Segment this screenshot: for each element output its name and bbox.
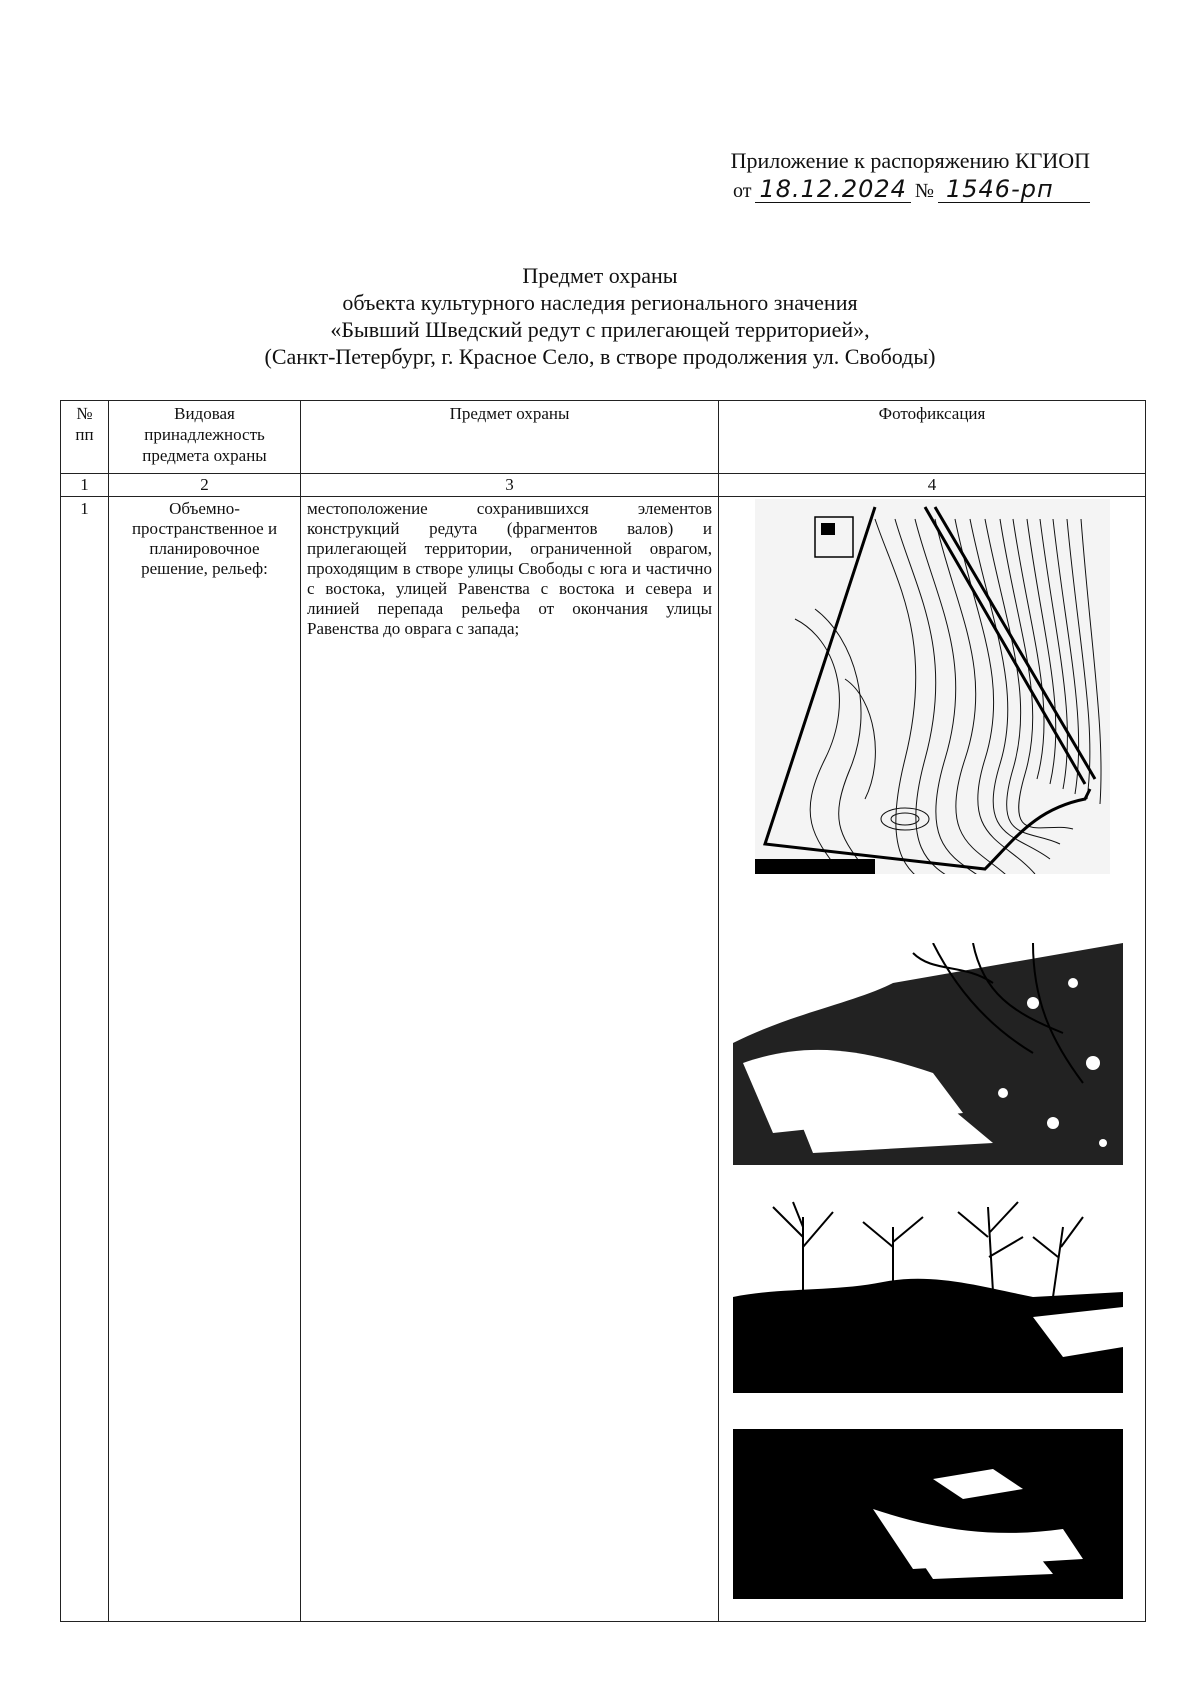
number-sign: № <box>914 180 934 202</box>
document-title <box>0 262 1200 370</box>
photo-cell <box>719 497 1146 1622</box>
site-photo-1 <box>733 943 1123 1165</box>
order-reference <box>731 176 1090 203</box>
header-subject: Предмет охраны <box>301 401 719 474</box>
row-number: 1 <box>61 497 109 1622</box>
col-number-3: 3 <box>301 474 719 497</box>
handwritten-date: 18.12.2024 <box>755 176 910 203</box>
title-line-2: объекта культурного наследия регионального значения <box>342 290 858 315</box>
table-header-row <box>61 401 1146 474</box>
protection-subject-table <box>60 400 1146 1622</box>
site-photo-2 <box>733 1197 1123 1393</box>
site-photo-3 <box>733 1429 1123 1599</box>
title-line-4: (Санкт-Петербург, г. Красное Село, в створе продолжения ул. Свободы) <box>264 344 936 369</box>
from-label: от <box>733 180 752 202</box>
row-subject: местоположение сохранившихся элементов конструкций редута (фрагментов валов) и прилегающей территории, ограниченной оврагом, проходящим в створе улицы Свободы с юга и частично с востока, улицей Равенства с востока и севера и линией перепада рельефа от окончания улицы Равенства до оврага с запада; <box>301 497 719 1622</box>
header-photo: Фотофиксация <box>719 401 1146 474</box>
col-number-4: 4 <box>719 474 1146 497</box>
annex-caption: Приложение к распоряжению КГИОП <box>730 148 1090 173</box>
document-header <box>731 148 1090 203</box>
topographic-plan-image <box>755 499 1110 919</box>
header-type: Видовая принадлежность предмета охраны <box>109 401 301 474</box>
title-line-1: Предмет охраны <box>522 263 678 288</box>
col-number-2: 2 <box>109 474 301 497</box>
col-number-1: 1 <box>61 474 109 497</box>
row-type: Объемно-пространственное и планировочное решение, рельеф: <box>109 497 301 1622</box>
handwritten-order-number: 1546-рп <box>938 176 1090 203</box>
header-number: № пп <box>61 401 109 474</box>
column-number-row <box>61 474 1146 497</box>
title-line-3: «Бывший Шведский редут с прилегающей территорией», <box>330 317 870 342</box>
table-row <box>61 497 1146 1622</box>
